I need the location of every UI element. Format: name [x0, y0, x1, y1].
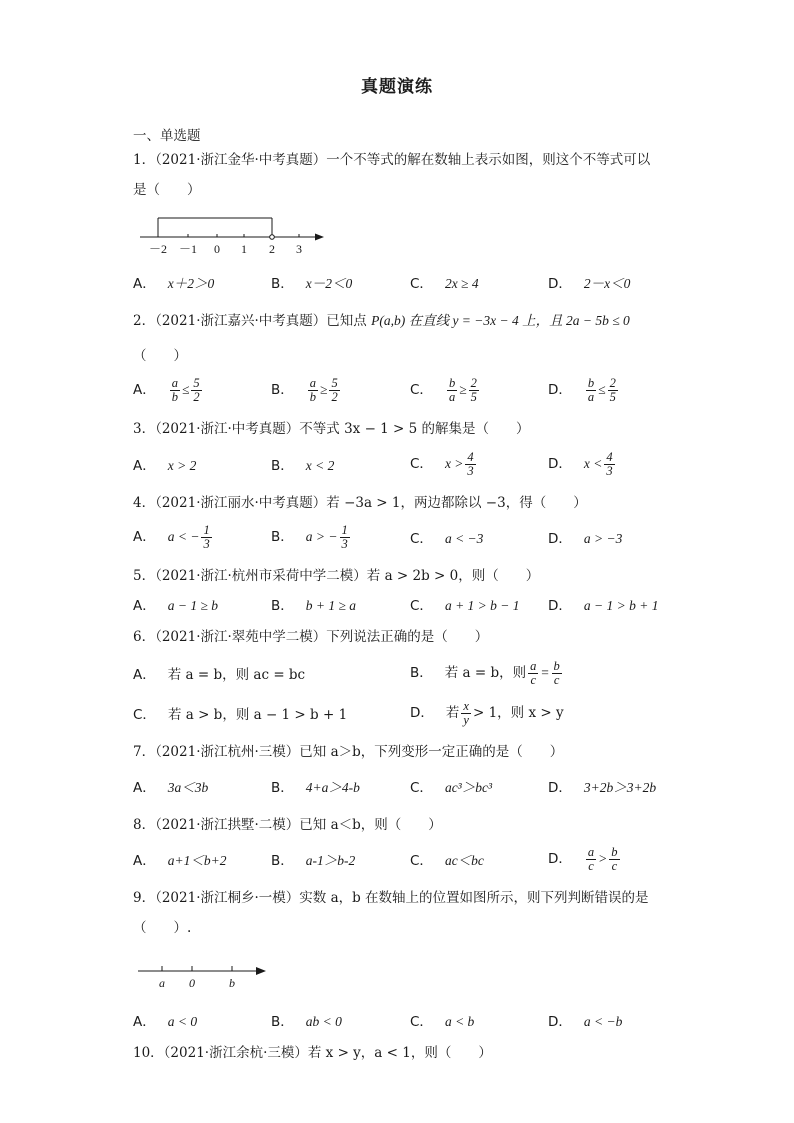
q1-option-a[interactable]: A． x＋2＞0: [133, 276, 215, 292]
q8-option-b[interactable]: B． a-1＞b-2: [271, 853, 356, 869]
q2-option-b[interactable]: B． $\frac{a}{b}$ ≥ $\frac{5}{2}$: [271, 376, 338, 404]
q6-stem: 6．（2021·浙江·翠苑中学二模）下列说法正确的是（ ）: [133, 629, 489, 645]
q10-stem: 10．（2021·浙江余杭·三模）若 x > y，a < 1，则（ ）: [133, 1045, 492, 1061]
q1-tick-label: 1: [241, 242, 247, 256]
q9-number-line: [136, 960, 276, 992]
q1-stem-line1: 1．（2021·浙江金华·中考真题）一个不等式的解在数轴上表示如图，则这个不等式可以: [133, 152, 651, 168]
q1-tick-label: －2: [148, 242, 168, 256]
q4-option-a[interactable]: A． a < − $\frac{1}{3}$: [133, 523, 210, 551]
q3-option-a[interactable]: A． x > 2: [133, 458, 197, 474]
q9-option-c[interactable]: C． a < b: [410, 1014, 475, 1030]
q9-option-d[interactable]: D． a < −b: [548, 1014, 623, 1030]
q7-option-b[interactable]: B． 4+a＞4-b: [271, 780, 360, 796]
q8-option-d[interactable]: D． $\frac{a}{c}$ > $\frac{b}{c}$: [548, 845, 618, 873]
q2-stem-line2: （ ）: [133, 348, 187, 364]
q6-option-a[interactable]: A． 若 a = b，则 ac = bc: [133, 667, 306, 683]
q1-tick-label: 3: [296, 242, 302, 256]
q3-option-b[interactable]: B． x < 2: [271, 458, 335, 474]
q2-option-a[interactable]: A． $\frac{a}{b}$ ≤ $\frac{5}{2}$: [133, 376, 200, 404]
q6-option-d[interactable]: D． 若 $\frac{x}{y}$ > 1，则 x > y: [410, 699, 564, 727]
section-heading: 一、单选题: [133, 128, 201, 144]
q5-option-b[interactable]: B． b + 1 ≥ a: [271, 598, 357, 614]
q1-tick-label: 0: [214, 242, 220, 256]
q8-stem: 8．（2021·浙江拱墅·二模）已知 a＜b，则（ ）: [133, 817, 442, 833]
q1-number-line: [138, 210, 338, 260]
page-title: 真题演练: [361, 77, 433, 97]
q1-stem-line2: 是（ ）: [133, 182, 201, 198]
q1-option-d[interactable]: D． 2－x＜0: [548, 276, 631, 292]
q5-option-a[interactable]: A． a − 1 ≥ b: [133, 598, 219, 614]
q3-stem: 3．（2021·浙江·中考真题）不等式 3x − 1 > 5 的解集是（ ）: [133, 421, 530, 437]
q1-option-b[interactable]: B． x－2＜0: [271, 276, 353, 292]
q8-option-c[interactable]: C． ac＜bc: [410, 853, 484, 869]
q9-option-a[interactable]: A． a < 0: [133, 1014, 198, 1030]
q9-axis-label: 0: [189, 976, 195, 990]
q9-axis-label: b: [229, 976, 235, 990]
q1-tick-label: －1: [178, 242, 198, 256]
q4-option-b[interactable]: B． a > − $\frac{1}{3}$: [271, 523, 348, 551]
q4-stem: 4．（2021·浙江丽水·中考真题）若 −3a > 1，两边都除以 −3，得（ ）: [133, 495, 587, 511]
q7-option-d[interactable]: D． 3+2b＞3+2b: [548, 780, 657, 796]
q2-option-c[interactable]: C． $\frac{b}{a}$ ≥ $\frac{2}{5}$: [410, 376, 477, 404]
q7-stem: 7．（2021·浙江杭州·三模）已知 a＞b，下列变形一定正确的是（ ）: [133, 744, 564, 760]
q4-option-c[interactable]: C． a < −3: [410, 531, 484, 547]
q9-stem-line2: （ ）.: [133, 920, 192, 936]
q9-axis-label: a: [159, 976, 165, 990]
q3-option-c[interactable]: C． x > $\frac{4}{3}$: [410, 450, 474, 478]
q3-option-d[interactable]: D． x < $\frac{4}{3}$: [548, 450, 613, 478]
q7-option-c[interactable]: C． ac³＞bc³: [410, 780, 493, 796]
q1-tick-label: 2: [269, 242, 275, 256]
q1-option-c[interactable]: C． 2x ≥ 4: [410, 276, 479, 292]
q9-option-b[interactable]: B． ab < 0: [271, 1014, 342, 1030]
q5-option-c[interactable]: C． a + 1 > b − 1: [410, 598, 520, 614]
q2-option-d[interactable]: D． $\frac{b}{a}$ ≤ $\frac{2}{5}$: [548, 376, 616, 404]
q2-stem-line1: 2．（2021·浙江嘉兴·中考真题）已知点 P(a,b) 在直线 y = −3x − 4 上，且 2a − 5b ≤ 0: [133, 313, 630, 329]
q9-stem-line1: 9．（2021·浙江桐乡·一模）实数 a，b 在数轴上的位置如图所示，则下列判断错误的是: [133, 890, 649, 906]
q5-option-d[interactable]: D． a − 1 > b + 1: [548, 598, 659, 614]
q8-option-a[interactable]: A． a+1＜b+2: [133, 853, 227, 869]
q6-option-b[interactable]: B． 若 a = b，则 $\frac{a}{c}$ = $\frac{b}{c}$: [410, 659, 560, 687]
q4-option-d[interactable]: D． a > −3: [548, 531, 623, 547]
q5-stem: 5．（2021·浙江·杭州市采荷中学二模）若 a > 2b > 0，则（ ）: [133, 568, 540, 584]
q7-option-a[interactable]: A． 3a＜3b: [133, 780, 209, 796]
q6-option-c[interactable]: C． 若 a > b，则 a − 1 > b + 1: [133, 707, 348, 723]
